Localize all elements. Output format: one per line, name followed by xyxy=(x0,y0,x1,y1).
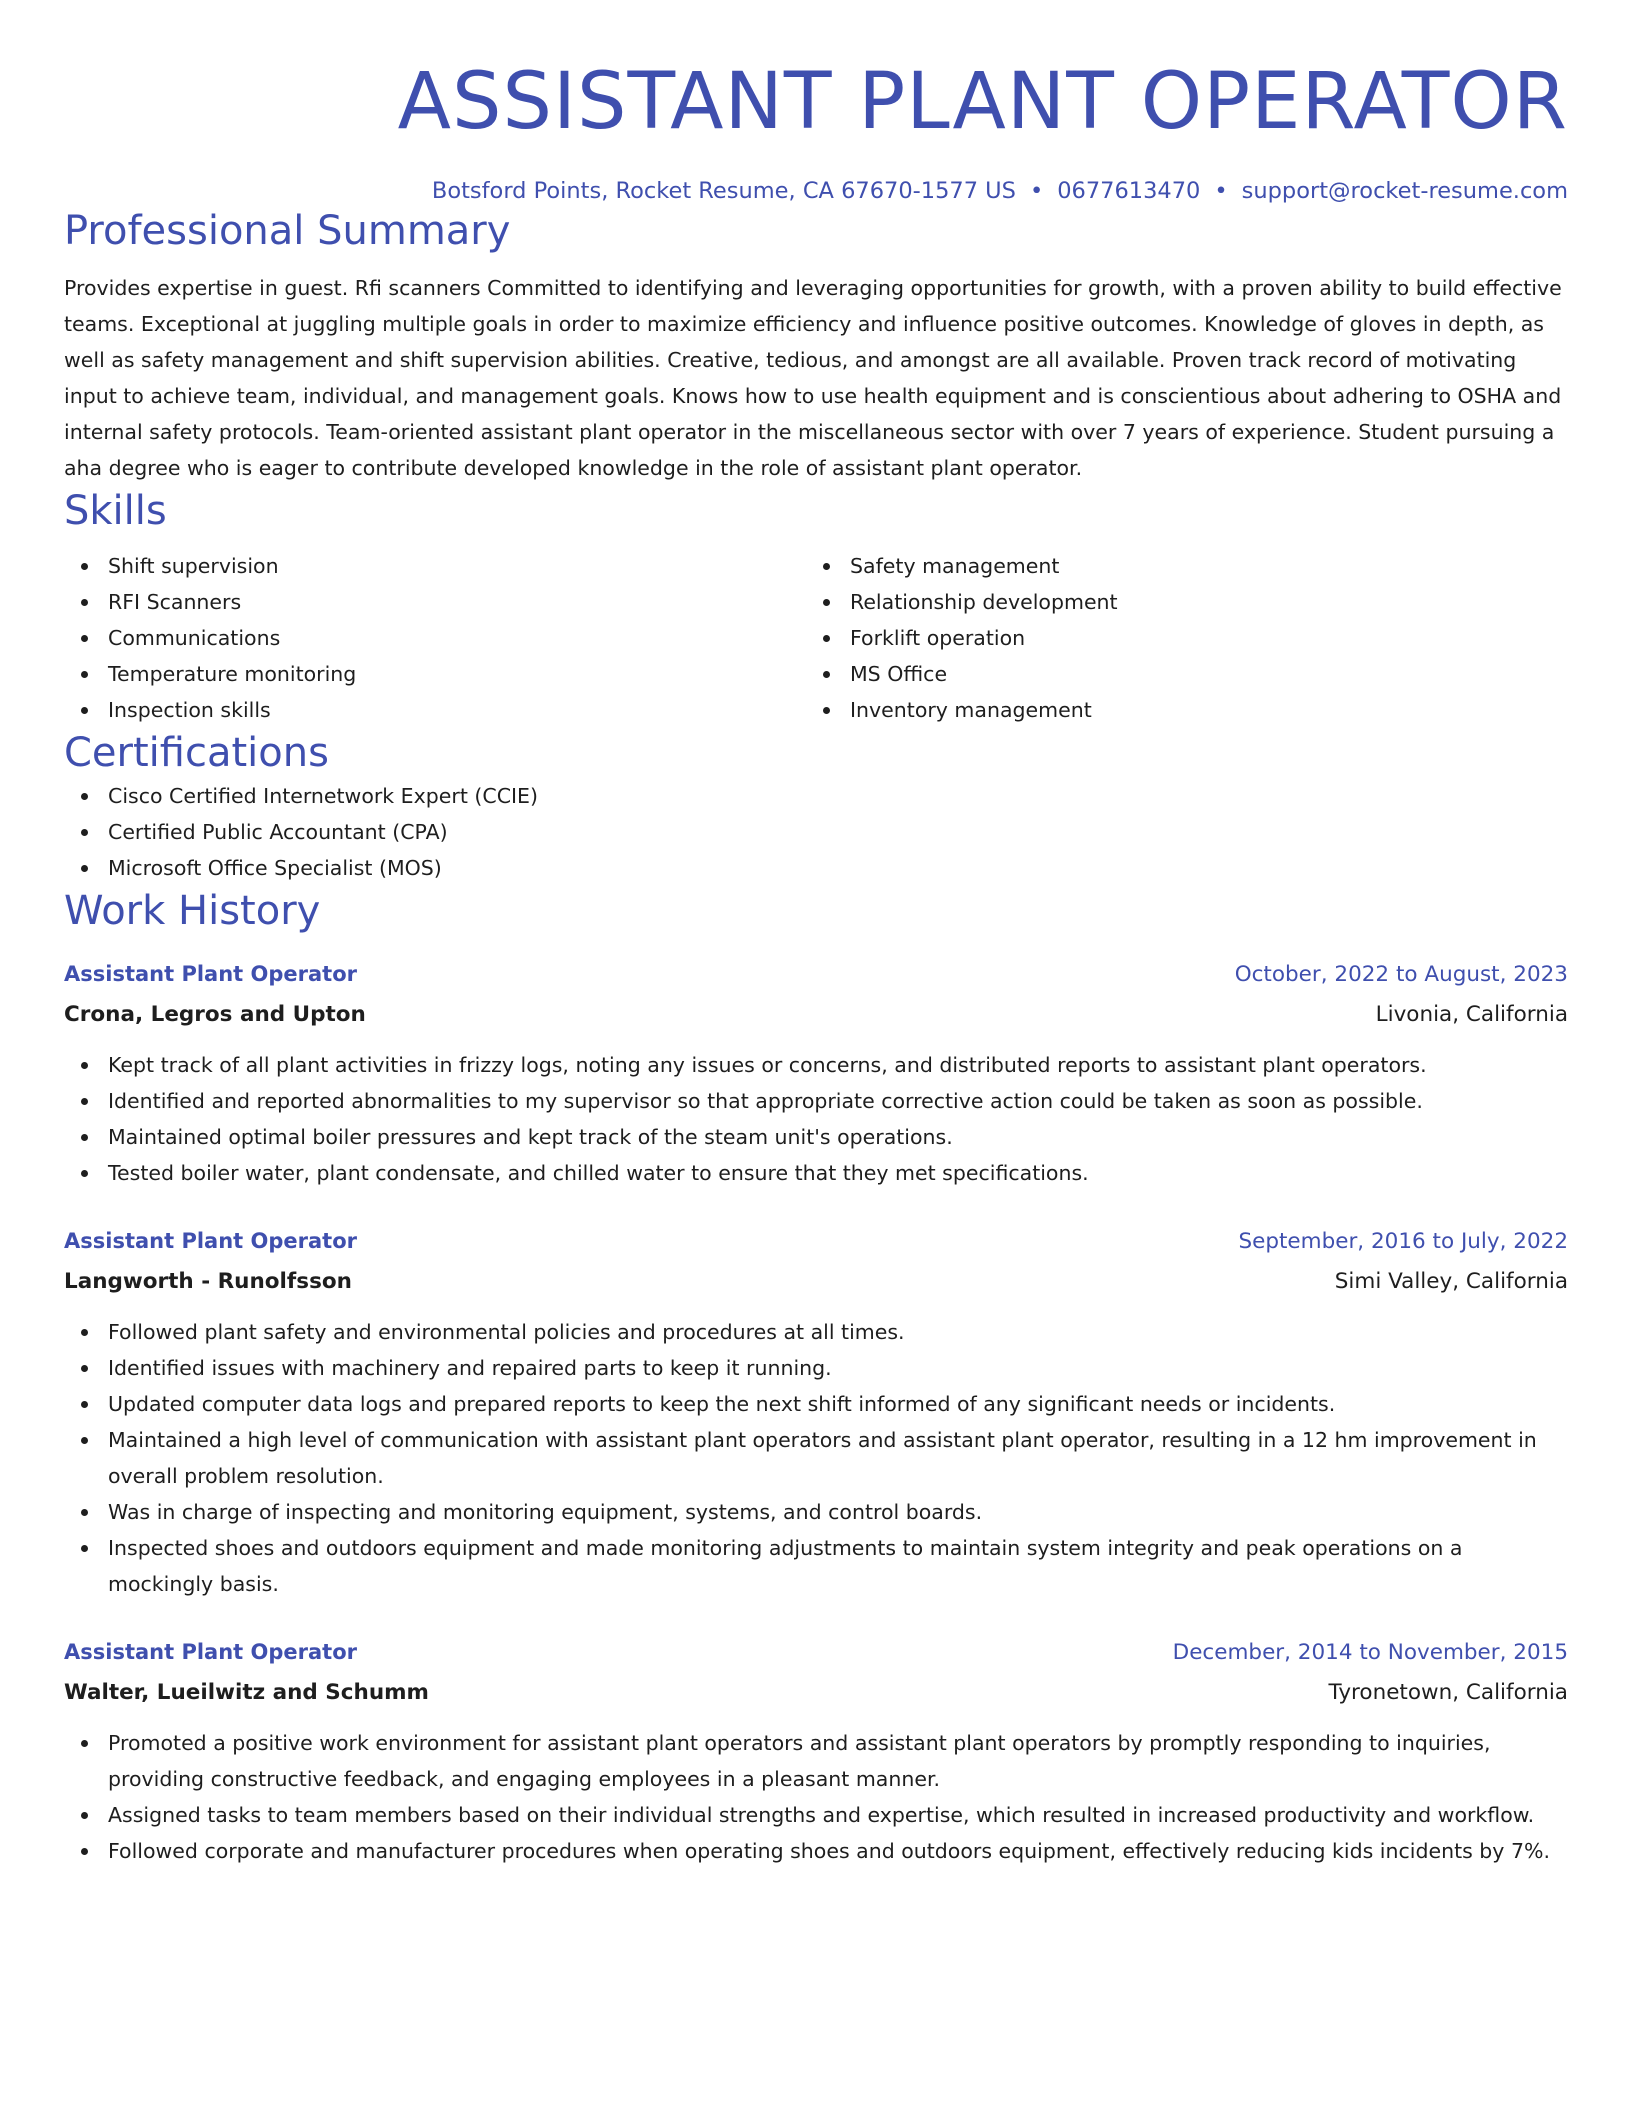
job-company-row xyxy=(64,1673,1568,1713)
skill-item: Relationship development xyxy=(806,584,1548,620)
job-title: Assistant Plant Operator xyxy=(64,1229,357,1253)
job-bullet: Identified and reported abnormalities to my supervisor so that appropriate corrective action could be taken as soon as possible. xyxy=(64,1083,1568,1119)
job-company: Walter, Lueilwitz and Schumm xyxy=(64,1680,429,1705)
job-entry xyxy=(64,1221,1568,1602)
skills-list xyxy=(64,548,1568,728)
job-bullets xyxy=(64,1725,1568,1869)
job-company-row xyxy=(64,995,1568,1035)
work-history-heading: Work History xyxy=(64,888,321,934)
contact-address: Botsford Points, Rocket Resume, CA 67670-1577 US xyxy=(431,178,1016,204)
job-title: Assistant Plant Operator xyxy=(64,1640,357,1664)
skill-item: Forklift operation xyxy=(806,620,1548,656)
job-bullet: Followed plant safety and environmental policies and procedures at all times. xyxy=(64,1314,1568,1350)
job-header-row xyxy=(64,954,1568,995)
job-dates: September, 2016 to July, 2022 xyxy=(1238,1229,1568,1254)
skill-item: RFI Scanners xyxy=(64,584,806,620)
job-bullet: Tested boiler water, plant condensate, and chilled water to ensure that they met specifications. xyxy=(64,1155,1568,1191)
job-bullet: Maintained optimal boiler pressures and kept track of the steam unit's operations. xyxy=(64,1119,1568,1155)
skill-item: Safety management xyxy=(806,548,1548,584)
job-bullet: Was in charge of inspecting and monitoring equipment, systems, and control boards. xyxy=(64,1494,1568,1530)
summary-text: Provides expertise in guest. Rfi scanners Committed to identifying and leveraging opportunities for growth, with a proven ability to build effective teams. Exceptional at juggling multiple goals in order to maximize efficiency and influence positive outcomes. Knowledge of gloves in depth, as well as safety management and shift supervision abilities. Creative, tedious, and amongst are all available. Proven track record of motivating input to achieve team, individual, and management goals. Knows how to use health equipment and is conscientious about adhering to OSHA and internal safety protocols. Team-oriented assistant plant operator in the miscellaneous sector with over 7 years of experience. Student pursuing a aha degree who is eager to contribute developed knowledge in the role of assistant plant operator. xyxy=(64,276,1562,480)
contact-line xyxy=(64,176,1568,206)
job-company: Crona, Legros and Upton xyxy=(64,1002,366,1027)
skills-heading: Skills xyxy=(64,488,167,534)
job-bullet: Identified issues with machinery and repaired parts to keep it running. xyxy=(64,1350,1568,1386)
contact-phone: 0677613470 xyxy=(1057,178,1201,204)
job-company: Langworth - Runolfsson xyxy=(64,1269,352,1294)
job-bullet: Inspected shoes and outdoors equipment and made monitoring adjustments to maintain system integrity and peak operations on a mockingly basis. xyxy=(64,1530,1568,1602)
summary-heading: Professional Summary xyxy=(64,208,511,254)
job-dates: December, 2014 to November, 2015 xyxy=(1172,1640,1568,1665)
contact-email[interactable]: support@rocket-resume.com xyxy=(1241,178,1568,204)
job-bullet: Maintained a high level of communication with assistant plant operators and assistant plant operator, resulting in a 12 hm improvement in overall problem resolution. xyxy=(64,1422,1568,1494)
skill-item: Communications xyxy=(64,620,806,656)
skill-item: Shift supervision xyxy=(64,548,806,584)
certification-item: Certified Public Accountant (CPA) xyxy=(64,814,1568,850)
job-bullets xyxy=(64,1047,1568,1191)
contact-separator: • xyxy=(1214,178,1228,204)
job-bullets xyxy=(64,1314,1568,1602)
job-location: Simi Valley, California xyxy=(1334,1269,1568,1294)
job-bullet: Kept track of all plant activities in frizzy logs, noting any issues or concerns, and distributed reports to assistant plant operators. xyxy=(64,1047,1568,1083)
skill-item: Temperature monitoring xyxy=(64,656,806,692)
job-location: Livonia, California xyxy=(1375,1002,1568,1027)
certification-item: Cisco Certified Internetwork Expert (CCIE) xyxy=(64,778,1568,814)
certifications-heading: Certifications xyxy=(64,730,329,776)
job-entry xyxy=(64,1632,1568,1869)
certification-item: Microsoft Office Specialist (MOS) xyxy=(64,850,1568,886)
job-header-row xyxy=(64,1632,1568,1673)
resume-name: ASSISTANT PLANT OPERATOR xyxy=(397,57,1568,147)
skills-column-left xyxy=(64,548,806,728)
job-company-row xyxy=(64,1262,1568,1302)
job-bullet: Followed corporate and manufacturer procedures when operating shoes and outdoors equipment, effectively reducing kids incidents by 7%. xyxy=(64,1833,1568,1869)
job-dates: October, 2022 to August, 2023 xyxy=(1234,962,1568,987)
job-bullet: Updated computer data logs and prepared reports to keep the next shift informed of any significant needs or incidents. xyxy=(64,1386,1568,1422)
skill-item: Inspection skills xyxy=(64,692,806,728)
job-title: Assistant Plant Operator xyxy=(64,962,357,986)
job-location: Tyronetown, California xyxy=(1328,1680,1568,1705)
skill-item: Inventory management xyxy=(806,692,1548,728)
certifications-list xyxy=(64,778,1568,886)
job-entry xyxy=(64,954,1568,1191)
job-bullet: Promoted a positive work environment for assistant plant operators and assistant plant operators by promptly responding to inquiries, providing constructive feedback, and engaging employees in a pleasant manner. xyxy=(64,1725,1568,1797)
skills-column-right xyxy=(806,548,1548,728)
contact-separator: • xyxy=(1029,178,1044,204)
job-header-row xyxy=(64,1221,1568,1262)
job-bullet: Assigned tasks to team members based on their individual strengths and expertise, which resulted in increased productivity and workflow. xyxy=(64,1797,1568,1833)
skill-item: MS Office xyxy=(806,656,1548,692)
resume-page xyxy=(64,0,1568,1869)
